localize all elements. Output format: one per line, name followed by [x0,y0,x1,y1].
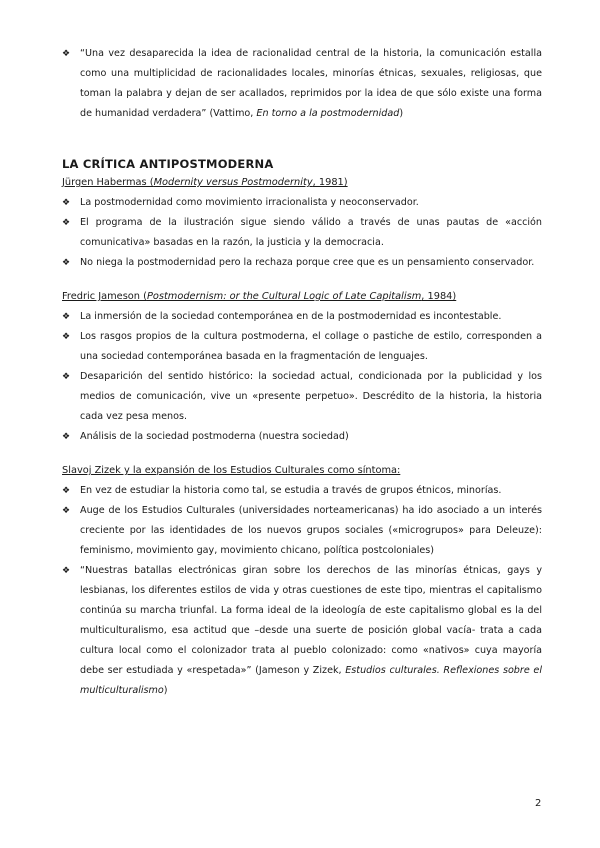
zizek-bullet-text: En vez de estudiar la historia como tal, se estudia a través de grupos étnicos, minorías. [80,485,502,496]
jameson-author: Fredric Jameson ( [62,291,147,302]
jameson-bullet [62,327,542,367]
zizek-bullet [62,501,542,561]
habermas-bullet [62,193,542,213]
page-number: 2 [535,798,542,809]
bullet-marker-icon: ❖ [62,372,71,382]
habermas-bullet [62,213,542,253]
bullet-marker-icon: ❖ [62,198,71,208]
habermas-author: Jürgen Habermas ( [62,177,154,188]
zizek-heading: Slavoj Zizek y la expansión de los Estudios Culturales como síntoma: [62,465,401,476]
jameson-heading [62,287,542,307]
zizek-quote-close: ) [163,685,168,696]
habermas-work: Modernity versus Postmodernity [153,177,313,188]
bullet-marker-icon: ❖ [62,312,71,322]
bullet-marker-icon: ❖ [62,506,71,516]
habermas-heading [62,173,542,193]
bullet-marker-icon: ❖ [62,486,71,496]
zizek-quote-bullet [62,561,542,701]
bullet-marker-icon: ❖ [62,258,71,268]
bullet-marker-icon: ❖ [62,566,71,576]
jameson-bullet-text: Los rasgos propios de la cultura postmoderna, el collage o pastiche de estilo, corresponden a una sociedad contemporánea basada en la fragmentación de lenguajes. [80,331,542,362]
habermas-bullet-text: La postmodernidad como movimiento irracionalista y neoconservador. [80,197,419,208]
intro-quote-cite: En torno a la postmodernidad [256,108,400,119]
habermas-year: , 1981) [312,177,348,188]
page-content [62,44,542,701]
bullet-marker-icon: ❖ [62,218,71,228]
habermas-bullet-text: No niega la postmodernidad pero la rechaza porque cree que es un pensamiento conservador. [80,257,535,268]
bullet-marker-icon: ❖ [62,432,71,442]
habermas-bullet [62,253,542,273]
zizek-bullet-text: Auge de los Estudios Culturales (universidades norteamericanas) ha ido asociado a un interés creciente por las identidades de los nuevos grupos sociales («microgrupos» para Deleuze): feminismo, movimiento gay, movimiento chicano, política postcoloniales) [80,505,542,556]
habermas-bullet-text: El programa de la ilustración sigue siendo válido a través de unas pautas de «acción comunicativa» basadas en la razón, la justicia y la democracia. [80,217,542,248]
intro-quote-close: ) [399,108,404,119]
section-title: LA CRÍTICA ANTIPOSTMODERNA [62,157,274,171]
jameson-bullet-text: Desaparición del sentido histórico: la sociedad actual, condicionada por la publicidad y los medios de comunicación, vive un «presente perpetuo». Descrédito de la historia, la historia cada vez pesa menos. [80,371,542,422]
jameson-bullet [62,427,542,447]
intro-quote-text: “Una vez desaparecida la idea de racionalidad central de la historia, la comunicación estalla como una multiplicidad de racionalidades locales, minorías étnicas, sexuales, religiosas, que toman la palabra y dejan de ser acallados, reprimidos por la idea de que sólo existe una forma de humanidad verdadera” (Vattimo, [80,48,542,119]
intro-quote-bullet [62,44,542,124]
zizek-bullet [62,481,542,501]
jameson-bullet [62,367,542,427]
jameson-bullet-text: La inmersión de la sociedad contemporánea en de la postmodernidad es incontestable. [80,311,502,322]
bullet-marker-icon: ❖ [62,49,71,59]
jameson-work: Postmodernism: or the Cultural Logic of Late Capitalism [146,291,422,302]
bullet-marker-icon: ❖ [62,332,71,342]
jameson-bullet-text: Análisis de la sociedad postmoderna (nuestra sociedad) [80,431,349,442]
zizek-quote-text: “Nuestras batallas electrónicas giran sobre los derechos de las minorías étnicas, gays y lesbianas, los diferentes estilos de vida y otras cuestiones de este tipo, mientras el capitalismo continúa su marcha triunfal. La forma ideal de la ideología de este capitalismo global es la del multiculturalismo, esa actitud que –desde una suerte de posición global vacía- trata a cada cultura local como el colonizador trata al pueblo colonizado: como «nativos» cuya mayoría debe ser estudiada y «respetada»” (Jameson y Zizek, [80,565,542,676]
jameson-year: , 1984) [421,291,457,302]
jameson-bullet [62,307,542,327]
zizek-quote-cite: Estudios culturales. Reflexiones sobre el multiculturalismo [80,665,542,696]
